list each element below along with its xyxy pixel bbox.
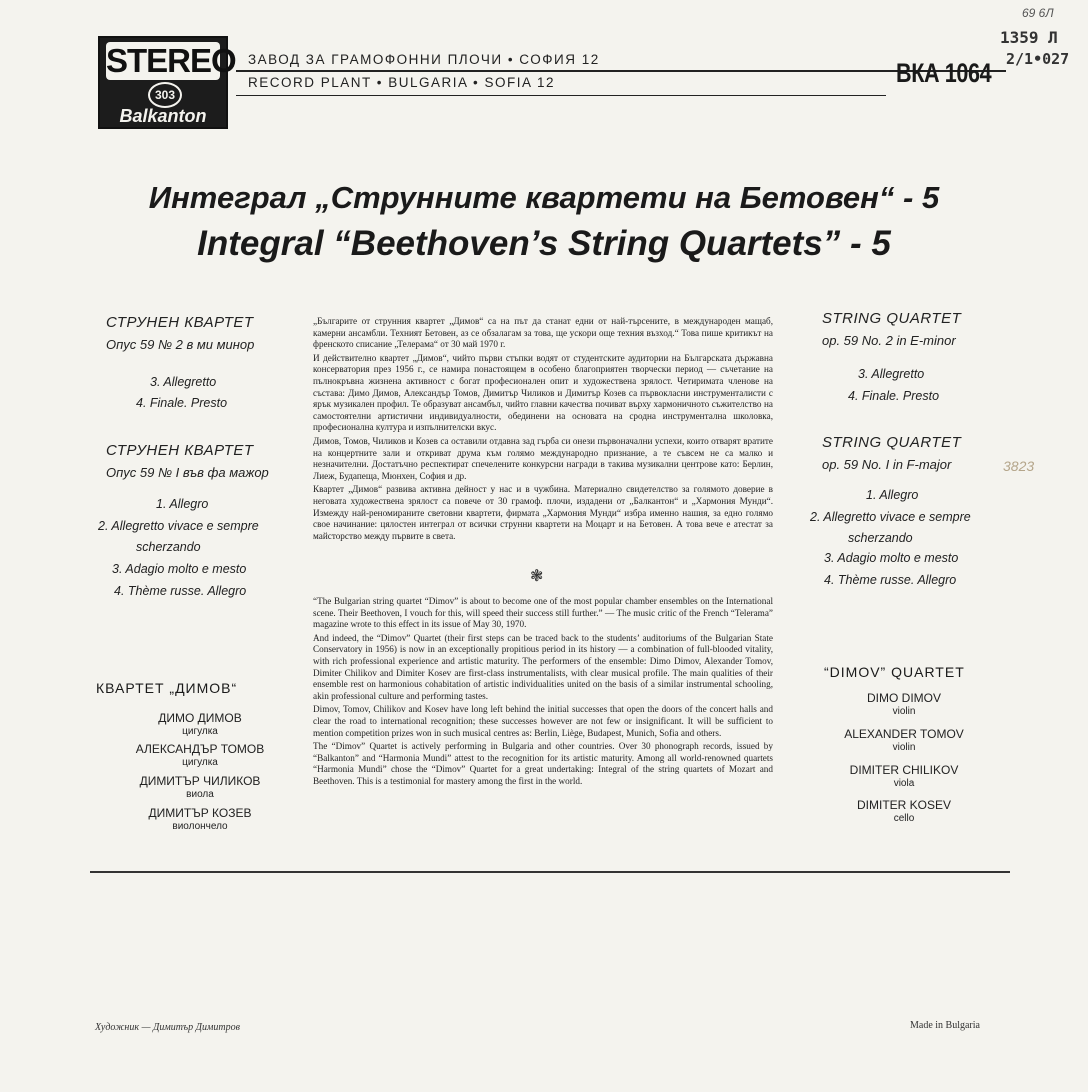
right-member xyxy=(814,691,994,717)
left-member xyxy=(120,711,280,737)
left-quartet1-heading: СТРУНЕН КВАРТЕТ xyxy=(106,314,254,331)
handwritten-note: 69 6Л xyxy=(1022,6,1054,20)
left-q2-movement: 4. Thème russe. Allegro xyxy=(114,584,247,598)
stereo-label: STEREO xyxy=(106,42,236,79)
right-quartet1-heading: STRING QUARTET xyxy=(822,310,962,327)
member-name: АЛЕКСАНДЪР ТОМОВ xyxy=(135,742,265,756)
archive-stamp-1: 1359 Л xyxy=(1000,28,1058,47)
liner-paragraph: „Българите от струнния квартет „Димов“ са на път да станат едни от най-търсените, в международен мащаб, камерни ансамбли. Техният Бетовен, аз се обзалагам за това, ще ускори още техния възход.“ Това пише критикът на френското списание „Телерама“ от 30 май 1970 г. xyxy=(313,316,773,350)
left-member xyxy=(110,806,290,832)
header-bg-line: ЗАВОД ЗА ГРАМОФОННИ ПЛОЧИ • СОФИЯ 12 xyxy=(248,52,600,67)
liner-paragraph: And indeed, the “Dimov” Quartet (their first steps can be traced back to the students’ auditoriums of the Bulgarian State Conservatory in 1956) is now in an exceptionally propitious period in its history — a combination of full-blooded vitality, with rich professional experience and artistic maturity. The performers of the ensemble: Dimo Dimov, Alexander Tomov, Dimiter Chilikov and Dimiter Kosev are first-class instrumentalists, with clear musical profile. The main qualities of their ensemble rest on harmonious cohabitation of artistic individualities united on the basis of a similar instrumental schooling, akin professional culture and performing tastes. xyxy=(313,632,773,701)
left-quartet2-opus: Опус 59 № I във фа мажор xyxy=(106,465,269,480)
right-member xyxy=(814,798,994,824)
catalog-number: ВКА 1064 xyxy=(896,58,992,88)
left-ensemble-name: КВАРТЕТ „ДИМОВ“ xyxy=(96,680,238,696)
right-member xyxy=(814,727,994,753)
title-english: Integral “Beethoven’s String Quartets” - 5 xyxy=(197,224,891,263)
member-instrument: viola xyxy=(893,778,915,789)
balkanton-stereo-logo xyxy=(98,36,236,129)
artist-credit: Художник — Димитър Димитров xyxy=(95,1022,240,1033)
liner-paragraph: The “Dimov” Quartet is actively performing in Bulgaria and other countries. Over 30 phonograph records, issued by “Balkanton” and “Harmonia Mundi” attest to the recognition for its artistic maturity. Among all world-renowned quartets “Harmonia Mundi” chose the “Dimov” Quartet for a great undertaking: Integral of the string quartets of Mozart and Beethoven. This is a testimonial for mastery among the first in the world. xyxy=(313,741,773,786)
member-instrument: цигулка xyxy=(182,757,218,768)
member-instrument: violin xyxy=(892,706,916,717)
liner-paragraph: “The Bulgarian string quartet “Dimov” is about to become one of the most popular chamber ensembles on the International scene. Their Beethoven, I vouch for this, will speed their success still further.” — The music critic of the French “Telerama” magazine wrote to this effect in its issue of May 30, 1970. xyxy=(313,596,773,630)
member-instrument: виола xyxy=(186,789,214,800)
right-quartet2-heading: STRING QUARTET xyxy=(822,434,962,451)
left-member xyxy=(100,774,300,800)
left-q1-movement: 4. Finale. Presto xyxy=(136,396,228,410)
right-q2-movement: 2. Allegretto vivace e sempre xyxy=(810,510,971,524)
member-name: DIMITER CHILIKOV xyxy=(849,763,959,777)
header-en-line: RECORD PLANT • BULGARIA • SOFIA 12 xyxy=(248,75,556,90)
liner-paragraph: Dimov, Tomov, Chilikov and Kosev have long left behind the initial successes that open the doors of the concert halls and clear the road to international recognition; these successes however are not few or insignificant. It will be sufficient to mention competition prizes won in such musical centres as: Berlin, Liège, Budapest, Munich, Sofia and others. xyxy=(313,704,773,738)
header-rule-top xyxy=(236,70,1006,72)
left-quartet1-opus: Опус 59 № 2 в ми минор xyxy=(106,337,255,352)
right-member xyxy=(814,763,994,789)
left-q1-movement: 3. Allegretto xyxy=(150,375,217,389)
member-instrument: violin xyxy=(892,742,916,753)
right-q2-movement: 1. Allegro xyxy=(866,488,919,502)
right-q1-movement: 4. Finale. Presto xyxy=(848,389,940,403)
right-q2-movement: scherzando xyxy=(848,531,913,545)
right-q1-movement: 3. Allegretto xyxy=(858,367,925,381)
archive-stamp-2: 2/1•027 xyxy=(1006,50,1070,68)
header-rule-bottom xyxy=(236,95,886,96)
right-q2-movement: 4. Thème russe. Allegro xyxy=(824,573,957,587)
left-quartet2-heading: СТРУНЕН КВАРТЕТ xyxy=(106,442,254,459)
right-quartet1-opus: op. 59 No. 2 in E-minor xyxy=(822,333,956,348)
liner-notes-english xyxy=(313,596,773,790)
made-in-label: Made in Bulgaria xyxy=(910,1020,980,1031)
liner-paragraph: Квартет „Димов“ развива активна дейност у нас и в чужбина. Материално свидетелство за голямото доверие в неговата художествена зрялост са повече от 30 грамоф. плочи, издадени от „Балкантон“ и „Хармония Мунди“. Измежду най-реномираните световни квартети, фирмата „Хармония Мунди“ избра именно нашия, за едно голямо свое начинание: цялостен интеграл от всички струнни квартети на Моцарт и на Бетовен. А това вече е атестат за майсторство между първите в света. xyxy=(313,484,773,541)
member-name: DIMITER KOSEV xyxy=(856,798,951,812)
logo-number: 303 xyxy=(148,82,182,108)
asterism-ornament: ❃ xyxy=(530,568,544,585)
left-q2-movement: 3. Adagio molto e mesto xyxy=(112,562,247,576)
left-q2-movement: scherzando xyxy=(136,540,201,554)
member-name: ДИМИТЪР КОЗЕВ xyxy=(148,806,252,820)
title-bulgarian: Интеграл „Струнните квартети на Бетовен“ - 5 xyxy=(148,180,940,215)
member-instrument: виолончело xyxy=(172,821,228,832)
right-q2-movement: 3. Adagio molto e mesto xyxy=(824,551,959,565)
liner-notes-bulgarian xyxy=(313,316,773,544)
left-q2-movement: 2. Allegretto vivace e sempre xyxy=(98,519,259,533)
liner-paragraph: И действително квартет „Димов“, чийто първи стъпки водят от студентските аудитории на Българската държавна консерватория през 1956 г., се намира понастоящем в особено благоприятен творчески период — съчетание на пълнокръвна жизнена активност с богат професионален опит и художествена зрялост. Четиримата членове на състава: Димо Димов, Александър Томов, Димитър Чиликов и Димитър Козев са първокласни инструменталисти с ярък музикален профил. Те образуват ансамбъл, чийто главни качества почиват върху хармоничното съжителство на самостоятелни артистични индивидуалности, обединени на основата на сродна инструментална школовка, професионална култура и изпълнителски вкус. xyxy=(313,352,773,433)
member-instrument: цигулка xyxy=(182,726,218,737)
member-instrument: cello xyxy=(893,813,915,824)
left-q2-movement: 1. Allegro xyxy=(156,497,209,511)
member-name: ДИМО ДИМОВ xyxy=(158,711,242,725)
liner-paragraph: Димов, Томов, Чиликов и Козев са оставили отдавна зад гърба си онези първоначални успехи, които отварят вратите на концертните зали и откриват друма към голямо международно признание, а те съвсем не са малко и незначителни. Достатъчно респектират спечелените конкурсни награди в такива музикални центрове като: Берлин, Лиеж, Будапеща, Мюнхен, София и др. xyxy=(313,435,773,481)
right-ensemble-name: “DIMOV” QUARTET xyxy=(824,664,965,680)
footer-rule xyxy=(90,871,1010,873)
member-name: DIMO DIMOV xyxy=(867,691,941,705)
brand-name: Balkanton xyxy=(119,106,207,126)
pencil-note: 3823 xyxy=(1003,458,1035,474)
right-column xyxy=(800,310,1000,610)
member-name: ALEXANDER TOMOV xyxy=(844,727,964,741)
right-quartet2-opus: op. 59 No. I in F-major xyxy=(822,457,952,472)
left-member xyxy=(100,742,300,768)
member-name: ДИМИТЪР ЧИЛИКОВ xyxy=(139,774,261,788)
